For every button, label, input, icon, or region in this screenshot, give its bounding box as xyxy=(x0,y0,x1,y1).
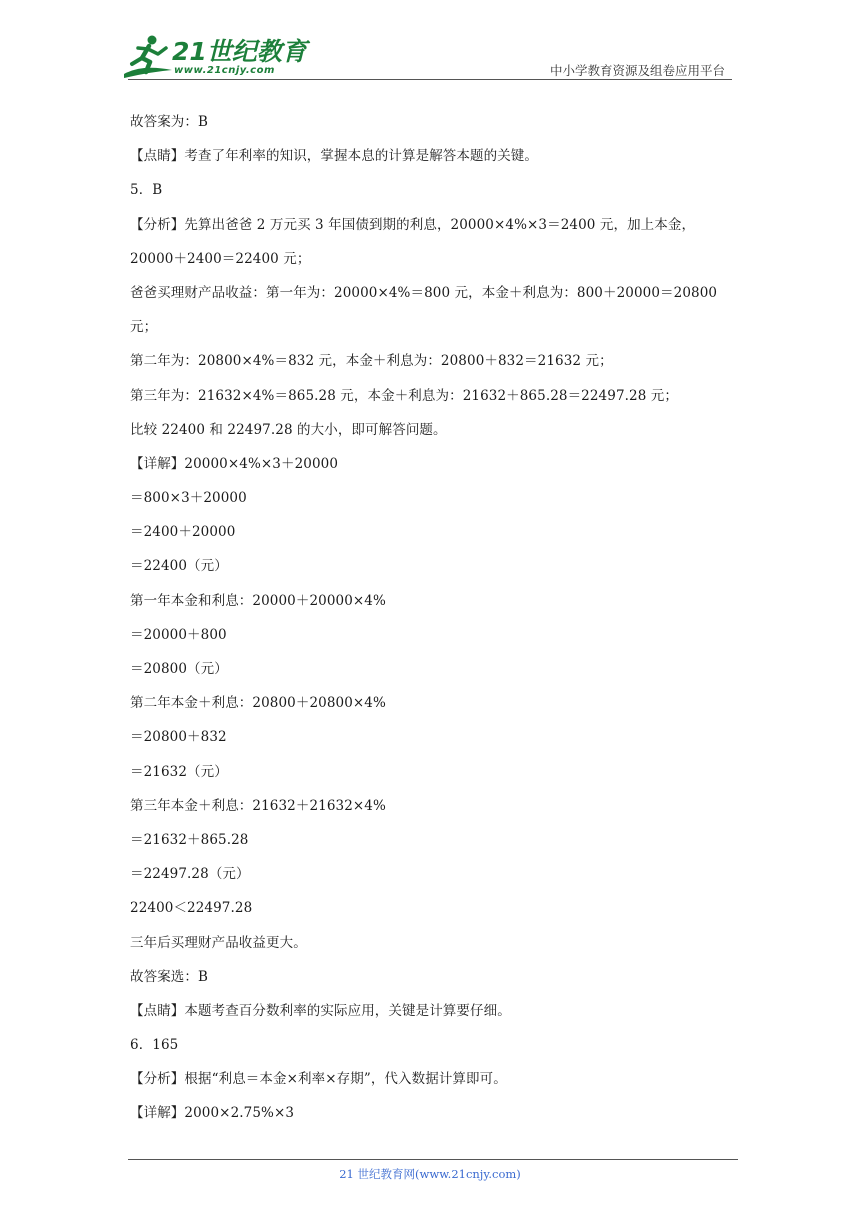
text-line: 22400＜22497.28 xyxy=(130,900,253,917)
footer-divider xyxy=(128,1159,738,1160)
question-number: 6．165 xyxy=(130,1037,179,1054)
text-line: 第一年本金和利息：20000＋20000×4% xyxy=(130,592,386,609)
text-line: 爸爸买理财产品收益：第一年为：20000×4%＝800 元，本金＋利息为：800＋20000＝20800 xyxy=(130,284,718,301)
text-line: 20000＋2400＝22400 元； xyxy=(130,250,311,267)
text-line: 元； xyxy=(130,319,158,336)
text-line: 第三年本金＋利息：21632＋21632×4% xyxy=(130,797,386,814)
logo-url: www.21cnjy.com xyxy=(174,65,275,76)
text-line: 【详解】20000×4%×3＋20000 xyxy=(130,455,339,472)
text-line: 三年后买理财产品收益更大。 xyxy=(130,934,307,951)
header-divider xyxy=(128,79,732,80)
text-line: 第三年为：21632×4%＝865.28 元，本金＋利息为：21632＋865.28＝22497.28 元； xyxy=(130,387,678,404)
text-line: ＝22400（元） xyxy=(130,558,228,575)
text-line: 故答案为：B xyxy=(130,114,209,130)
header-platform-name: 中小学教育资源及组卷应用平台 xyxy=(549,63,725,78)
question-number: 5．B xyxy=(130,182,163,199)
text-line: 故答案选：B xyxy=(130,968,209,985)
text-line: ＝20000＋800 xyxy=(130,626,227,643)
footer-link[interactable]: 21 世纪教育网(www.21cnjy.com) xyxy=(339,1167,521,1181)
text-line: ＝20800＋832 xyxy=(130,729,227,746)
text-line: ＝21632＋865.28 xyxy=(130,831,249,848)
text-line: 【分析】根据“利息＝本金×利率×存期”，代入数据计算即可。 xyxy=(130,1071,507,1088)
text-line: 【点睛】考查了年利率的知识，掌握本息的计算是解答本题的关键。 xyxy=(130,148,538,165)
runner-icon xyxy=(122,34,174,80)
logo-wordmark: 21世纪教育 xyxy=(172,37,307,66)
text-line: 【点睛】本题考查百分数利率的实际应用，关键是计算要仔细。 xyxy=(130,1002,511,1019)
page-header xyxy=(0,0,860,90)
text-line: ＝21632（元） xyxy=(130,763,228,780)
text-line: ＝2400＋20000 xyxy=(130,524,236,541)
site-logo xyxy=(122,34,307,82)
text-line: 第二年为：20800×4%＝832 元，本金＋利息为：20800＋832＝21632 元； xyxy=(130,353,613,370)
text-line: 【详解】2000×2.75%×3 xyxy=(130,1105,295,1122)
text-line: ＝22497.28（元） xyxy=(130,866,250,883)
text-line: 【分析】先算出爸爸 2 万元买 3 年国债到期的利息，20000×4%×3＝2400 元，加上本金， xyxy=(130,216,696,233)
document-body xyxy=(130,105,740,1131)
text-line: 第二年本金＋利息：20800＋20800×4% xyxy=(130,695,386,712)
text-line: ＝800×3＋20000 xyxy=(130,490,247,507)
text-line: ＝20800（元） xyxy=(130,661,228,677)
text-line: 比较 22400 和 22497.28 的大小，即可解答问题。 xyxy=(130,421,447,438)
